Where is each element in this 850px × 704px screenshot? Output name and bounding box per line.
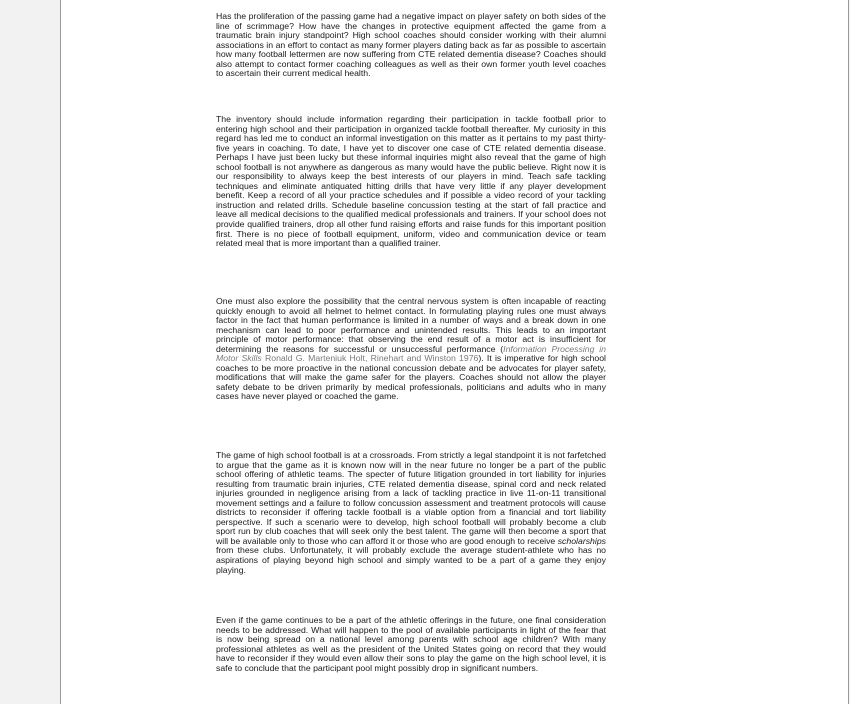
- paragraph-crossroads: [216, 451, 606, 575]
- citation-title: Information Processing in Motor Skills: [216, 343, 606, 364]
- paragraph-text: The inventory should include information regarding their participation in tackle football prior to entering high school and their participation in organized tackle football thereafter. My curiosity in this regard has led me to conduct an informal investigation on this matter as it pertains to my past thirty-five years in coaching. To date, I have yet to discover one case of CTE related dementia disease. Perhaps I have just been lucky but these informal inquiries might also reveal that the game of high school football is not anywhere as dangerous as many would have the public believe. Right now it is our responsibility to always keep the best interests of our players in mind. Teach safe tackling techniques and eliminate antiquated hitting drills that have very little if any player development benefit. Keep a record of all your practice schedules and if possible a video record of your tackling instruction and related drills. Schedule baseline concussion testing at the start of fall practice and leave all medical decisions to the qualified medical professionals and trainers. If your school does not provide qualified trainers, drop all other fund raising efforts and raise funds for this important position first. There is no piece of football equipment, uniform, video and communication device or team related meal that is more important than a qualified trainer.: [216, 114, 606, 249]
- citation-authors: Ronald G. Marteniuk Holt, Rinehart and Winston 1976: [261, 353, 479, 364]
- paragraph-text-continued: from these clubs. Unfortunately, it will probably exclude the average student-athlete who has no aspirations of playing beyond high school and simply wanted to be a part of a game they enjoy playing.: [216, 545, 606, 575]
- emphasis-scholarships: scholarships: [557, 535, 606, 546]
- paragraph-text: One must also explore the possibility that the central nervous system is often incapable of reacting quickly enough to avoid all helmet to helmet contact. In formulating playing rules one must always factor in the fact that human performance is limited in a number of ways and a break down in one mechanism can lead to poor performance and unintended results. This leads to an important principle of motor performance: that observing the end result of a motor act is insufficient for determining the reasons for successful or unsuccessful performance (: [216, 296, 606, 354]
- paragraph-text: Has the proliferation of the passing game had a negative impact on player safety on both sides of the line of scrimmage? How have the changes in protective equipment affected the game from a traumatic brain injury standpoint? High school coaches should consider working with their alumni associations in an effort to contact as many former players dating back as far as possible to ascertain how many football lettermen are now suffering from CTE related dementia disease? Coaches should also attempt to contact former coaching colleagues as well as their own former youth level coaches to ascertain their current medical health.: [216, 11, 606, 79]
- paragraph-text-continued: ). It is imperative for high school coaches to be more proactive in the national concussion debate and be advocates for player safety, modifications that will make the game safer for the players. Coaches should not allow the player safety debate to be driven primarily by medical professionals, politicians and adults who in many cases have never played or coached the game.: [216, 353, 606, 402]
- paragraph-text: Even if the game continues to be a part of the athletic offerings in the future, one final consideration needs to be addressed. What will happen to the pool of available participants in light of the fear that is now being spread on a national level among parents with school age children? With many professional athletes as well as the president of the United States going on record that they would have to reconsider if they would even allow their sons to play the game on the high school level, it is safe to conclude that the participant pool might possibly drop in significant numbers.: [216, 615, 606, 673]
- paragraph-motor-performance: [216, 297, 606, 402]
- paragraph-player-safety-questions: [216, 12, 606, 79]
- paragraph-inventory: [216, 115, 606, 249]
- paragraph-text: The game of high school football is at a crossroads. From strictly a legal standpoint it is not farfetched to argue that the game as it is known now will in the near future no longer be a part of the public school offering of athletic teams. The specter of future litigation grounded in tort liability for injuries resulting from traumatic brain injuries, CTE related dementia disease, spinal cord and neck related injuries grounded in negligence arising from a lack of tackling practice in live 11-on-11 transitional movement settings and a failure to follow concussion assessment and treatment protocols will cause districts to reconsider if offering tackle football is a viable option from a financial and tort liability perspective. If such a scenario were to develop, high school football will probably become a club sport run by club coaches that will seek only the best talent. The game will then become a sport that will be available only to those who can afford it or those who are good enough to receive: [216, 450, 606, 546]
- document-page: [60, 0, 849, 704]
- paragraph-participant-pool: [216, 616, 606, 673]
